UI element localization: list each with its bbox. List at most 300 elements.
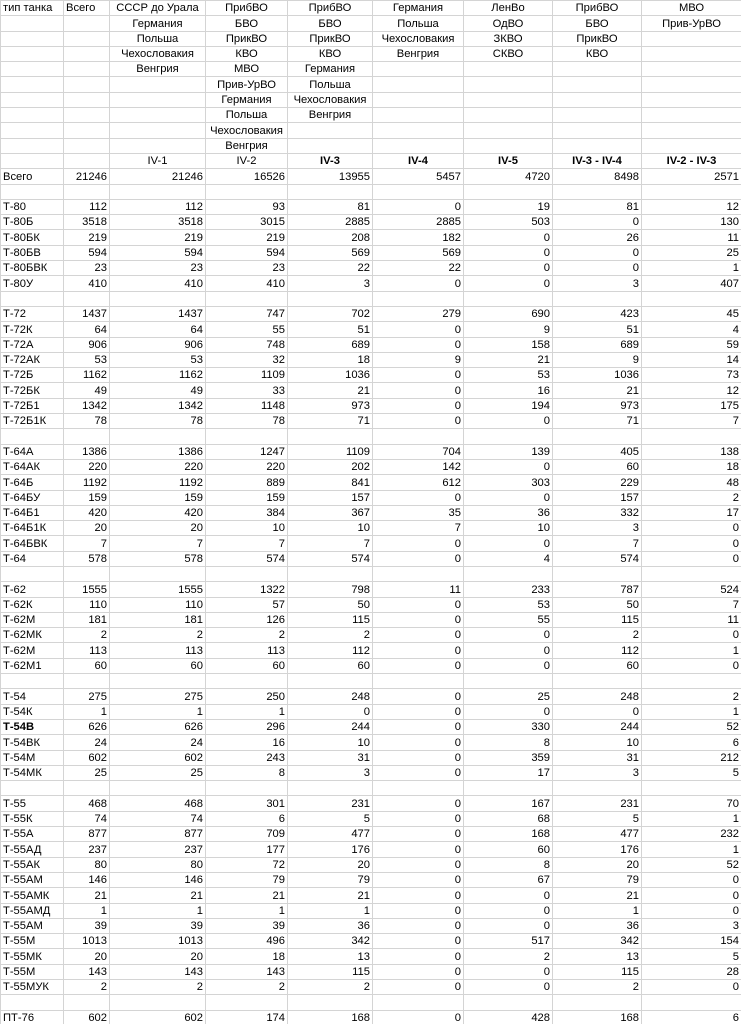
value-cell: 709: [206, 827, 288, 842]
tank-type-cell: Т-55АМ: [1, 918, 64, 933]
value-cell: 168: [553, 1010, 642, 1024]
value-cell: 1342: [64, 398, 110, 413]
column-header: СССР до Урала: [110, 1, 206, 16]
value-cell: 330: [464, 719, 553, 734]
value-cell: 1192: [110, 475, 206, 490]
empty-cell: [464, 291, 553, 306]
empty-cell: [1, 153, 64, 168]
region-label: Венгрия: [288, 108, 373, 123]
empty-cell: [464, 92, 553, 107]
value-cell: 468: [64, 796, 110, 811]
scenario-label: IV-4: [373, 153, 464, 168]
value-cell: 71: [288, 414, 373, 429]
region-label: Польша: [288, 77, 373, 92]
value-cell: 626: [64, 719, 110, 734]
value-cell: 410: [206, 276, 288, 291]
value-cell: 53: [464, 597, 553, 612]
region-label: Германия: [206, 92, 288, 107]
value-cell: 115: [288, 964, 373, 979]
empty-cell: [1, 62, 64, 77]
value-cell: 0: [553, 215, 642, 230]
tank-type-cell: Т-80У: [1, 276, 64, 291]
value-cell: 973: [553, 398, 642, 413]
value-cell: 2: [553, 980, 642, 995]
value-cell: 16: [464, 383, 553, 398]
region-label: КВО: [206, 46, 288, 61]
value-cell: 841: [288, 475, 373, 490]
table-row: [1, 337, 741, 352]
value-cell: 1036: [288, 368, 373, 383]
value-cell: 3518: [110, 215, 206, 230]
empty-cell: [553, 184, 642, 199]
value-cell: 594: [64, 245, 110, 260]
table-row: [1, 918, 741, 933]
value-cell: 51: [553, 322, 642, 337]
value-cell: 0: [373, 811, 464, 826]
value-cell: 52: [642, 857, 741, 872]
value-cell: 0: [464, 918, 553, 933]
value-cell: 59: [642, 337, 741, 352]
scenario-label: IV-3: [288, 153, 373, 168]
empty-cell: [64, 16, 110, 31]
value-cell: 176: [288, 842, 373, 857]
table-row: [1, 597, 741, 612]
empty-cell: [464, 995, 553, 1010]
table-row: [1, 536, 741, 551]
value-cell: 45: [642, 306, 741, 321]
empty-cell: [64, 62, 110, 77]
value-cell: 248: [288, 689, 373, 704]
value-cell: 1386: [64, 444, 110, 459]
value-cell: 0: [373, 398, 464, 413]
value-cell: 60: [110, 658, 206, 673]
value-cell: 889: [206, 475, 288, 490]
value-cell: 80: [110, 857, 206, 872]
value-cell: 115: [553, 612, 642, 627]
value-cell: 0: [373, 980, 464, 995]
tank-type-cell: Т-64: [1, 551, 64, 566]
region-label: Венгрия: [206, 138, 288, 153]
value-cell: 20: [64, 949, 110, 964]
tank-type-cell: Т-72Б1: [1, 398, 64, 413]
value-cell: 602: [110, 1010, 206, 1024]
empty-cell: [373, 92, 464, 107]
empty-cell: [1, 291, 64, 306]
value-cell: 21: [110, 888, 206, 903]
value-cell: 154: [642, 934, 741, 949]
value-cell: 55: [206, 322, 288, 337]
value-cell: 57: [206, 597, 288, 612]
value-cell: 689: [288, 337, 373, 352]
tank-type-cell: Т-64БУ: [1, 490, 64, 505]
empty-cell: [288, 291, 373, 306]
table-row: [1, 245, 741, 260]
value-cell: 177: [206, 842, 288, 857]
value-cell: 2: [206, 980, 288, 995]
region-label: КВО: [288, 46, 373, 61]
value-cell: 4: [464, 551, 553, 566]
empty-cell: [642, 92, 741, 107]
empty-cell: [373, 138, 464, 153]
table-row: [1, 765, 741, 780]
table-row: [1, 888, 741, 903]
value-cell: 0: [464, 245, 553, 260]
empty-cell: [64, 184, 110, 199]
value-cell: 39: [110, 918, 206, 933]
value-cell: 130: [642, 215, 741, 230]
value-cell: 18: [642, 459, 741, 474]
value-cell: 51: [288, 322, 373, 337]
value-cell: 1036: [553, 368, 642, 383]
tank-type-cell: Т-55А: [1, 827, 64, 842]
value-cell: 157: [553, 490, 642, 505]
column-header: тип танка: [1, 1, 64, 16]
region-label: КВО: [553, 46, 642, 61]
value-cell: 0: [464, 414, 553, 429]
empty-cell: [373, 781, 464, 796]
table-row: [1, 199, 741, 214]
value-cell: 0: [373, 888, 464, 903]
value-cell: 21: [288, 888, 373, 903]
column-header: МВО: [642, 1, 741, 16]
value-cell: 0: [464, 964, 553, 979]
tank-type-cell: Т-72К: [1, 322, 64, 337]
value-cell: 0: [553, 261, 642, 276]
empty-cell: [1, 123, 64, 138]
value-cell: 275: [110, 689, 206, 704]
empty-cell: [464, 566, 553, 581]
empty-cell: [110, 108, 206, 123]
value-cell: 13: [553, 949, 642, 964]
value-cell: 1322: [206, 582, 288, 597]
tank-type-cell: Т-55АД: [1, 842, 64, 857]
table-row: [1, 719, 741, 734]
header-row: [1, 92, 741, 107]
table-row: [1, 980, 741, 995]
value-cell: 3518: [64, 215, 110, 230]
empty-cell: [64, 995, 110, 1010]
empty-cell: [553, 138, 642, 153]
value-cell: 21246: [64, 169, 110, 184]
value-cell: 0: [642, 658, 741, 673]
value-cell: 244: [288, 719, 373, 734]
value-cell: 602: [110, 750, 206, 765]
value-cell: 60: [288, 658, 373, 673]
value-cell: 26: [553, 230, 642, 245]
empty-cell: [464, 108, 553, 123]
value-cell: 78: [206, 414, 288, 429]
value-cell: 0: [464, 459, 553, 474]
value-cell: 2: [288, 628, 373, 643]
value-cell: 7: [642, 414, 741, 429]
tank-type-cell: Т-80Б: [1, 215, 64, 230]
value-cell: 0: [464, 490, 553, 505]
empty-cell: [373, 566, 464, 581]
empty-cell: [206, 674, 288, 689]
empty-cell: [553, 781, 642, 796]
value-cell: 49: [110, 383, 206, 398]
empty-cell: [110, 138, 206, 153]
table-row: [1, 521, 741, 536]
empty-cell: [110, 429, 206, 444]
empty-cell: [110, 781, 206, 796]
value-cell: 72: [206, 857, 288, 872]
blank-row: [1, 566, 741, 581]
table-row: [1, 689, 741, 704]
empty-cell: [642, 995, 741, 1010]
value-cell: 4: [642, 322, 741, 337]
value-cell: 112: [288, 643, 373, 658]
empty-cell: [1, 108, 64, 123]
value-cell: 231: [288, 796, 373, 811]
value-cell: 1247: [206, 444, 288, 459]
tank-type-cell: Т-72А: [1, 337, 64, 352]
table-row: [1, 459, 741, 474]
value-cell: 21: [64, 888, 110, 903]
value-cell: 3: [288, 765, 373, 780]
empty-cell: [1, 995, 64, 1010]
tank-type-cell: Т-72АК: [1, 352, 64, 367]
blank-row: [1, 429, 741, 444]
value-cell: 10: [553, 735, 642, 750]
value-cell: 2: [642, 689, 741, 704]
value-cell: 110: [64, 597, 110, 612]
value-cell: 0: [373, 322, 464, 337]
value-cell: 1386: [110, 444, 206, 459]
empty-cell: [110, 123, 206, 138]
tank-type-cell: Т-54М: [1, 750, 64, 765]
value-cell: 0: [464, 658, 553, 673]
value-cell: 906: [64, 337, 110, 352]
empty-cell: [206, 995, 288, 1010]
value-cell: 23: [206, 261, 288, 276]
value-cell: 1: [642, 811, 741, 826]
value-cell: 3: [288, 276, 373, 291]
value-cell: 60: [553, 459, 642, 474]
empty-cell: [1, 46, 64, 61]
table-row: [1, 444, 741, 459]
value-cell: 18: [288, 352, 373, 367]
value-cell: 0: [642, 872, 741, 887]
empty-cell: [373, 291, 464, 306]
empty-cell: [553, 77, 642, 92]
value-cell: 31: [288, 750, 373, 765]
value-cell: 219: [64, 230, 110, 245]
value-cell: 23: [64, 261, 110, 276]
value-cell: 53: [110, 352, 206, 367]
value-cell: 0: [373, 949, 464, 964]
value-cell: 0: [464, 643, 553, 658]
value-cell: 0: [464, 230, 553, 245]
value-cell: 49: [64, 383, 110, 398]
value-cell: 517: [464, 934, 553, 949]
empty-cell: [206, 781, 288, 796]
value-cell: 0: [373, 368, 464, 383]
tank-type-cell: Т-55АМД: [1, 903, 64, 918]
value-cell: 0: [373, 765, 464, 780]
region-label: Прив-УрВО: [642, 16, 741, 31]
value-cell: 194: [464, 398, 553, 413]
empty-cell: [288, 781, 373, 796]
value-cell: 212: [642, 750, 741, 765]
value-cell: 20: [110, 521, 206, 536]
value-cell: 113: [206, 643, 288, 658]
value-cell: 0: [373, 719, 464, 734]
value-cell: 1162: [110, 368, 206, 383]
blank-row: [1, 674, 741, 689]
empty-cell: [64, 291, 110, 306]
empty-cell: [288, 429, 373, 444]
empty-cell: [642, 429, 741, 444]
value-cell: 25: [642, 245, 741, 260]
value-cell: 32: [206, 352, 288, 367]
empty-cell: [464, 781, 553, 796]
value-cell: 143: [206, 964, 288, 979]
value-cell: 14: [642, 352, 741, 367]
value-cell: 0: [642, 628, 741, 643]
value-cell: 503: [464, 215, 553, 230]
header-row: [1, 77, 741, 92]
column-header: ПрибВО: [206, 1, 288, 16]
region-label: Польша: [206, 108, 288, 123]
value-cell: 28: [642, 964, 741, 979]
value-cell: 1342: [110, 398, 206, 413]
value-cell: 9: [553, 352, 642, 367]
table-row: [1, 505, 741, 520]
value-cell: 8: [206, 765, 288, 780]
value-cell: 7: [206, 536, 288, 551]
empty-cell: [1, 16, 64, 31]
value-cell: 0: [373, 857, 464, 872]
value-cell: 20: [553, 857, 642, 872]
value-cell: 574: [553, 551, 642, 566]
value-cell: 80: [64, 857, 110, 872]
value-cell: 138: [642, 444, 741, 459]
value-cell: 73: [642, 368, 741, 383]
region-label: ПрикВО: [288, 31, 373, 46]
empty-cell: [1, 77, 64, 92]
value-cell: 303: [464, 475, 553, 490]
value-cell: 0: [373, 903, 464, 918]
tank-type-cell: Т-55АК: [1, 857, 64, 872]
value-cell: 17: [464, 765, 553, 780]
table-row: [1, 169, 741, 184]
value-cell: 74: [110, 811, 206, 826]
empty-cell: [110, 92, 206, 107]
empty-cell: [464, 138, 553, 153]
value-cell: 50: [288, 597, 373, 612]
region-label: Чехословакия: [110, 46, 206, 61]
value-cell: 39: [206, 918, 288, 933]
empty-cell: [110, 566, 206, 581]
value-cell: 39: [64, 918, 110, 933]
value-cell: 798: [288, 582, 373, 597]
value-cell: 1: [206, 903, 288, 918]
value-cell: 602: [64, 750, 110, 765]
region-label: СКВО: [464, 46, 553, 61]
value-cell: 423: [553, 306, 642, 321]
value-cell: 35: [373, 505, 464, 520]
value-cell: 55: [464, 612, 553, 627]
value-cell: 143: [64, 964, 110, 979]
empty-cell: [206, 291, 288, 306]
value-cell: 21: [206, 888, 288, 903]
value-cell: 1013: [64, 934, 110, 949]
value-cell: 420: [64, 505, 110, 520]
value-cell: 10: [288, 735, 373, 750]
value-cell: 48: [642, 475, 741, 490]
value-cell: 359: [464, 750, 553, 765]
value-cell: 410: [110, 276, 206, 291]
value-cell: 4720: [464, 169, 553, 184]
empty-cell: [288, 566, 373, 581]
value-cell: 5: [642, 765, 741, 780]
empty-cell: [642, 31, 741, 46]
value-cell: 1: [642, 704, 741, 719]
empty-cell: [373, 108, 464, 123]
value-cell: 0: [373, 918, 464, 933]
value-cell: 1: [642, 842, 741, 857]
tank-type-cell: Т-80БВК: [1, 261, 64, 276]
region-label: Германия: [288, 62, 373, 77]
value-cell: 420: [110, 505, 206, 520]
value-cell: 115: [553, 964, 642, 979]
value-cell: 250: [206, 689, 288, 704]
tank-type-cell: Т-55МК: [1, 949, 64, 964]
value-cell: 21: [553, 383, 642, 398]
value-cell: 1: [64, 903, 110, 918]
value-cell: 3: [553, 765, 642, 780]
value-cell: 1: [64, 704, 110, 719]
table-row: [1, 230, 741, 245]
region-label: ОдВО: [464, 16, 553, 31]
value-cell: 2: [553, 628, 642, 643]
value-cell: 279: [373, 306, 464, 321]
value-cell: 1162: [64, 368, 110, 383]
value-cell: 21246: [110, 169, 206, 184]
empty-cell: [1, 429, 64, 444]
tank-type-cell: Т-72: [1, 306, 64, 321]
region-label: ПрикВО: [206, 31, 288, 46]
empty-cell: [110, 77, 206, 92]
empty-cell: [373, 184, 464, 199]
region-label: БВО: [288, 16, 373, 31]
empty-cell: [288, 995, 373, 1010]
value-cell: 0: [373, 628, 464, 643]
empty-cell: [64, 781, 110, 796]
value-cell: 569: [288, 245, 373, 260]
value-cell: 367: [288, 505, 373, 520]
value-cell: 16526: [206, 169, 288, 184]
empty-cell: [642, 138, 741, 153]
value-cell: 5457: [373, 169, 464, 184]
empty-cell: [110, 674, 206, 689]
tank-type-cell: Всего: [1, 169, 64, 184]
value-cell: 146: [64, 872, 110, 887]
value-cell: 60: [464, 842, 553, 857]
value-cell: 113: [110, 643, 206, 658]
value-cell: 219: [110, 230, 206, 245]
header-row: [1, 46, 741, 61]
table-row: [1, 964, 741, 979]
value-cell: 13955: [288, 169, 373, 184]
empty-cell: [373, 674, 464, 689]
value-cell: 79: [553, 872, 642, 887]
empty-cell: [373, 123, 464, 138]
value-cell: 689: [553, 337, 642, 352]
region-label: БВО: [206, 16, 288, 31]
value-cell: 74: [64, 811, 110, 826]
